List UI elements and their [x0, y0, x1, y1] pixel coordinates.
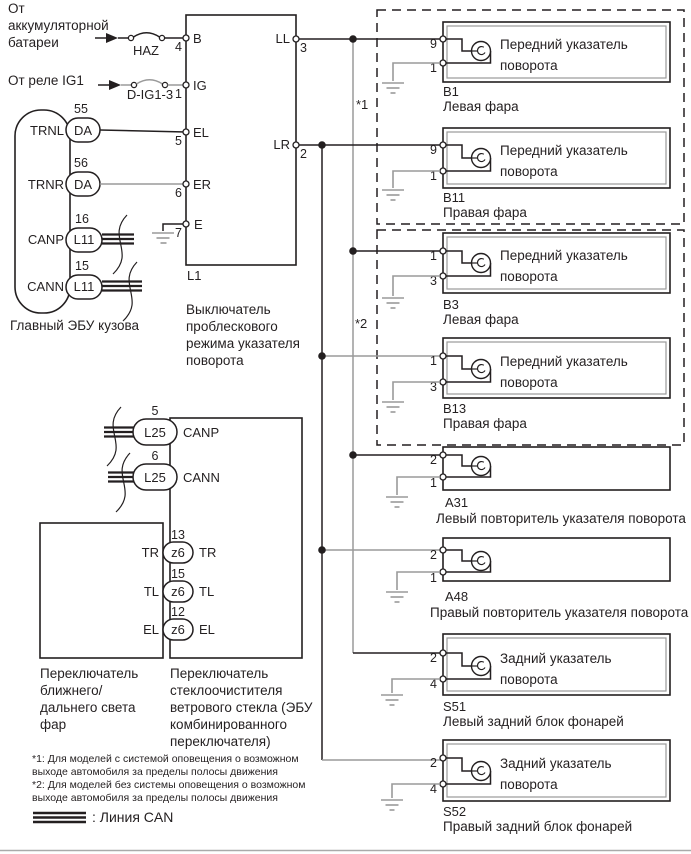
- fuse-dig13-label: D-IG1-3: [126, 87, 174, 102]
- can-bus-line-cann: [108, 473, 135, 482]
- pin-e: [183, 221, 189, 227]
- battery-arrow-icon: [106, 33, 118, 43]
- junction-dot: [318, 141, 326, 149]
- flasher-switch: [152, 15, 307, 368]
- ground-symbol: [386, 592, 408, 602]
- pin-er-number: 6: [175, 186, 182, 200]
- lamp-unit-b1: [382, 22, 670, 114]
- body-ecu: [10, 102, 186, 333]
- lamp-code: B1: [443, 84, 459, 99]
- lamp-pin-bottom: [440, 60, 446, 66]
- battery-source: [8, 1, 186, 58]
- pin-b-number: 4: [175, 40, 182, 54]
- pin-e-label: E: [194, 217, 203, 232]
- lamp-pin-top: [440, 755, 446, 761]
- lamp-pin-bottom: [440, 168, 446, 174]
- combo-caption-2: стеклоочистителя: [170, 683, 283, 698]
- can-legend: [33, 809, 173, 825]
- pin-number-56: 56: [74, 156, 88, 170]
- junction-dot: [318, 352, 326, 360]
- lamp-text-2: поворота: [500, 58, 558, 73]
- lamp-pin-bottom: [440, 569, 446, 575]
- pin-ig-number: 1: [175, 87, 182, 101]
- connector-z6-2-label: z6: [171, 584, 185, 599]
- lamp-unit-s51: [381, 634, 670, 729]
- lamp-code: B3: [443, 297, 459, 312]
- pin-lr-number: 2: [300, 147, 307, 161]
- option-2-marker: *2: [355, 316, 368, 331]
- lamp-pin-bottom-number: 1: [430, 61, 437, 75]
- pin-number-15: 15: [171, 567, 185, 581]
- lamp-name: Левая фара: [443, 99, 519, 114]
- pin-label-tr-right: TR: [199, 545, 217, 560]
- flasher-caption-4: поворота: [186, 353, 244, 368]
- pin-label-tr-left: TR: [141, 545, 159, 560]
- lamp-pin-top-number: 1: [430, 249, 437, 263]
- footnotes: [32, 753, 305, 804]
- ig1-label: От реле IG1: [8, 73, 84, 88]
- pin-el-number: 5: [175, 134, 182, 148]
- lamp-pin-bottom: [440, 781, 446, 787]
- lamp-code: B13: [443, 401, 467, 416]
- lamp-unit-s52: [381, 740, 670, 834]
- lamp-pin-top-number: 9: [430, 143, 437, 157]
- connector-l25-2-label: L25: [144, 470, 166, 485]
- fuse-haz-label: HAZ: [133, 43, 159, 58]
- bulb-icon: [472, 254, 491, 273]
- lamp-code: B11: [443, 190, 466, 205]
- note-1-line-2: выходе автомобиля за пределы полосы движения: [32, 766, 278, 778]
- lamp-pin-top-number: 2: [430, 651, 437, 665]
- lamp-pin-bottom-number: 3: [430, 274, 437, 288]
- fuse-terminal: [128, 35, 133, 40]
- lamp-unit-a48: [386, 538, 689, 620]
- can-legend-label: : Линия CAN: [92, 809, 174, 825]
- lamp-pin-top: [440, 547, 446, 553]
- lamp-wire: [443, 455, 472, 466]
- bulb-icon: [472, 762, 491, 781]
- pin-ll-label: LL: [275, 31, 290, 46]
- lamp-pin-bottom-number: 4: [430, 782, 437, 796]
- lamp-text-2: поворота: [500, 269, 558, 284]
- lamp-name: Правый повторитель указателя поворота: [430, 605, 689, 620]
- combo-switch-ecu: [104, 404, 313, 749]
- connector-l25-1-label: L25: [144, 425, 166, 440]
- turn-signal-bus: [299, 35, 443, 760]
- lamp-name: Левый задний блок фонарей: [443, 714, 624, 729]
- pin-number-16: 16: [75, 212, 89, 226]
- pin-label-trnl: TRNL: [30, 123, 64, 138]
- pin-ll-number: 3: [300, 41, 307, 55]
- flasher-caption-2: проблескового: [186, 319, 278, 334]
- pin-label-el-right: EL: [199, 622, 215, 637]
- lamp-name: Правая фара: [443, 205, 527, 220]
- lamp-pin-bottom-number: 1: [430, 571, 437, 585]
- lamp-text-1: Задний указатель: [500, 651, 612, 666]
- connector-z6-3-label: z6: [171, 622, 185, 637]
- lamp-pin-top-number: 2: [430, 548, 437, 562]
- ground-symbol: [382, 83, 404, 93]
- pin-e-number: 7: [175, 226, 182, 240]
- lamp-text-2: поворота: [500, 672, 558, 687]
- ig1-arrow-icon: [109, 80, 121, 90]
- lamp-text-2: поворота: [500, 164, 558, 179]
- lamp-unit-b3: [382, 233, 670, 327]
- lamp-name: Правый задний блок фонарей: [443, 819, 633, 834]
- wire-trnl-el: [100, 130, 186, 132]
- dimmer-caption-3: дальнего света: [40, 700, 136, 715]
- lamp-pin-top-number: 2: [430, 756, 437, 770]
- lamp-pin-bottom-number: 4: [430, 677, 437, 691]
- lamp-pin-bottom: [440, 676, 446, 682]
- lamp-text-2: поворота: [500, 375, 558, 390]
- pin-er: [183, 181, 189, 187]
- lamp-pin-top: [440, 248, 446, 254]
- lamp-code: A31: [445, 495, 469, 510]
- fuse-terminal: [159, 35, 164, 40]
- lamp-unit-b13: [382, 338, 670, 431]
- pin-label-cann: CANN: [183, 470, 220, 485]
- battery-label-line3: батареи: [8, 35, 59, 50]
- ground-symbol: [381, 695, 403, 705]
- connector-l11-1-label: L11: [73, 232, 95, 247]
- flasher-caption-3: режима указателя: [186, 336, 300, 351]
- combo-caption-1: Переключатель: [170, 666, 269, 681]
- connector-l11-2-label: L11: [73, 279, 95, 294]
- combo-caption-3: ветрового стекла (ЭБУ: [170, 700, 313, 715]
- pin-number-12: 12: [171, 605, 185, 619]
- pin-number-13: 13: [171, 528, 185, 542]
- battery-label-line1: От: [8, 1, 25, 16]
- lamp-code: S51: [443, 699, 467, 714]
- dimmer-caption-1: Переключатель: [40, 666, 139, 681]
- pin-ig: [183, 82, 189, 88]
- lamp-pin-top-number: 9: [430, 37, 437, 51]
- lamp-text-1: Задний указатель: [500, 756, 612, 771]
- pin-label-trnr: TRNR: [27, 177, 64, 192]
- dimmer-caption-2: ближнего/: [40, 683, 103, 698]
- lamp-pin-top: [440, 650, 446, 656]
- pin-lr: [293, 142, 299, 148]
- lamp-text-2: поворота: [500, 777, 558, 792]
- ground-symbol: [382, 190, 404, 200]
- junction-dot: [318, 546, 326, 554]
- pin-label-tl-left: TL: [143, 584, 159, 599]
- lamp-pin-bottom: [440, 379, 446, 385]
- lamp-pin-top: [440, 452, 446, 458]
- lamp-name: Правая фара: [443, 416, 527, 431]
- lamp-text-1: Передний указатель: [500, 354, 628, 369]
- lamp-unit-b11: [382, 128, 670, 220]
- pin-b-label: B: [193, 31, 202, 46]
- ig1-relay-source: [8, 73, 186, 102]
- bulb-icon: [472, 657, 491, 676]
- lamp-pin-top: [440, 353, 446, 359]
- battery-label-line2: аккумуляторной: [8, 18, 109, 33]
- pin-number-5: 5: [151, 404, 159, 418]
- pin-number-55: 55: [74, 102, 88, 116]
- lamp-text-1: Передний указатель: [500, 37, 628, 52]
- note-1-line-1: *1: Для моделей с системой оповещения о возможном: [32, 753, 299, 765]
- lamp-text-1: Передний указатель: [500, 248, 628, 263]
- ground-symbol: [152, 233, 174, 243]
- lamp-pin-bottom-number: 3: [430, 380, 437, 394]
- lamp-pin-top: [440, 36, 446, 42]
- note-2-line-1: *2: Для моделей без системы оповещения о возможном: [32, 779, 306, 791]
- pin-el-label: EL: [193, 125, 209, 140]
- pin-label-cann: CANN: [27, 279, 64, 294]
- lamp-code: S52: [443, 804, 467, 819]
- ground-symbol: [382, 402, 404, 412]
- bulb-icon: [472, 552, 491, 571]
- pin-label-canp: CANP: [27, 232, 64, 247]
- pin-ll: [293, 36, 299, 42]
- option-1-marker: *1: [356, 97, 369, 112]
- bulb-icon: [472, 457, 491, 476]
- junction-dot: [349, 247, 357, 255]
- junction-dot: [349, 451, 357, 459]
- pin-label-el-left: EL: [143, 622, 159, 637]
- lamp-wire: [443, 550, 472, 561]
- flasher-caption-1: Выключатель: [186, 302, 271, 317]
- body-ecu-caption: Главный ЭБУ кузова: [10, 318, 140, 333]
- junction-dot: [349, 35, 357, 43]
- lamp-pin-top-number: 2: [430, 453, 437, 467]
- bulb-icon: [472, 360, 491, 379]
- flasher-code: L1: [187, 268, 202, 283]
- can-line-symbol: [33, 813, 86, 822]
- bulb-icon: [472, 149, 491, 168]
- fuse-haz-element: [134, 33, 160, 37]
- lamp-name: Левая фара: [443, 312, 519, 327]
- pin-number-6: 6: [151, 449, 159, 463]
- pin-er-label: ER: [193, 177, 212, 192]
- pin-label-canp: CANP: [183, 425, 220, 440]
- ground-symbol: [382, 298, 404, 308]
- bulb-icon: [472, 42, 491, 61]
- pin-lr-label: LR: [273, 137, 290, 152]
- lamp-pin-bottom: [440, 474, 446, 480]
- lamp-pin-top: [440, 142, 446, 148]
- pin-el: [183, 129, 189, 135]
- combo-caption-5: переключателя): [170, 734, 271, 749]
- connector-z6-1-label: z6: [171, 545, 185, 560]
- ground-symbol: [381, 800, 403, 810]
- pin-b: [183, 35, 189, 41]
- lamp-pin-bottom: [440, 273, 446, 279]
- lamp-text-1: Передний указатель: [500, 143, 628, 158]
- can-bus-line-canp: [102, 235, 134, 244]
- connector-da-1-label: DA: [73, 123, 93, 138]
- connector-da-2-label: DA: [73, 177, 93, 192]
- lamp-pin-top-number: 1: [430, 354, 437, 368]
- lamp-unit-a31: [386, 447, 686, 526]
- pin-ig-label: IG: [193, 78, 207, 93]
- can-bus-line-cann: [102, 282, 142, 291]
- lamp-name: Левый повторитель указателя поворота: [436, 511, 686, 526]
- note-2-line-2: выходе автомобиля за пределы полосы движения: [32, 792, 278, 804]
- combo-caption-4: комбинированного: [170, 717, 288, 732]
- lamp-code: A48: [445, 589, 469, 604]
- lamp-pin-bottom-number: 1: [430, 476, 437, 490]
- lamp-pin-bottom-number: 1: [430, 169, 437, 183]
- pin-label-tl-right: TL: [199, 584, 215, 599]
- fuse-dig13-element: [137, 80, 163, 84]
- pin-number-15: 15: [75, 259, 89, 273]
- can-bus-line-canp: [104, 428, 135, 437]
- dimmer-caption-4: фар: [40, 717, 67, 732]
- ground-symbol: [386, 497, 408, 507]
